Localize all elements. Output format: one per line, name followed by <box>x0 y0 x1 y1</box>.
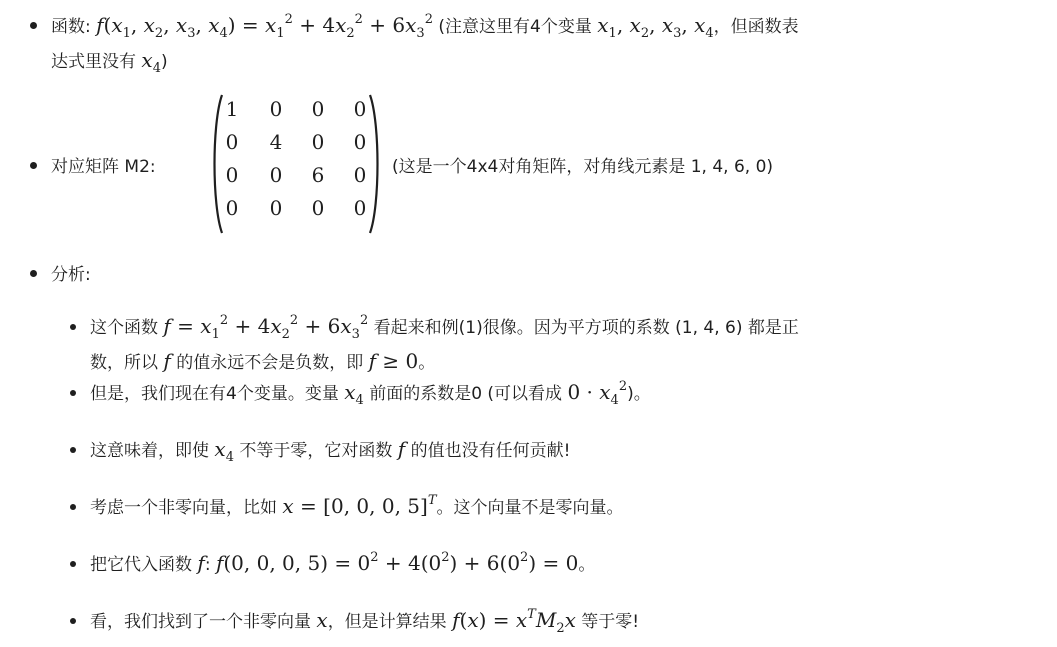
analysis-item-2 <box>90 379 651 408</box>
matrix-cell: 4 <box>269 130 283 154</box>
formula: $x_4$ <box>344 380 364 408</box>
text-span: 。这个向量不是零向量。 <box>436 498 624 518</box>
function-note-open: (注意这里有4个变量 <box>432 17 598 37</box>
sub-bullet-marker <box>70 390 76 396</box>
text-span: : <box>204 555 216 575</box>
matrix-cell: 0 <box>269 163 283 187</box>
function-formula: $f(x_1$, $x_2$, $x_3$, $x_4) = x_1^2 + 4x_2^2 + 6x_3^2$ <box>96 12 433 41</box>
bullet-marker <box>30 22 37 29</box>
matrix-cell: 0 <box>225 130 239 154</box>
function-line-1 <box>51 12 799 41</box>
analysis-item-1-line-1 <box>90 313 799 342</box>
formula: x <box>316 608 328 632</box>
matrix-label: 对应矩阵 M2: <box>51 157 156 177</box>
formula: f(0, 0, 0, $5) = 0^2 + 4(0^2) + 6(0^2) = 0$ <box>215 550 579 575</box>
matrix-cell: 6 <box>311 163 325 187</box>
matrix-cell: 0 <box>353 163 367 187</box>
bullet-marker <box>30 162 37 169</box>
matrix-cell: 0 <box>353 97 367 121</box>
matrix-note: (这是一个4x4对角矩阵，对角线元素是 1, 4, 6, 0) <box>392 157 774 177</box>
text-span: ，但是计算结果 <box>327 612 453 632</box>
matrix-cell: 0 <box>311 130 325 154</box>
matrix-cell: 0 <box>225 163 239 187</box>
sub-bullet-marker <box>70 618 76 624</box>
formula: f <box>163 349 171 373</box>
formula: x = [0, 0, 0, 5]$^T$ <box>282 493 437 518</box>
sub-bullet-marker <box>70 447 76 453</box>
text-span: 不等于零，它对函数 <box>233 441 398 461</box>
matrix-cell: 0 <box>353 196 367 220</box>
analysis-item-5 <box>90 550 595 575</box>
bullet-marker <box>30 270 37 277</box>
function-line2-text: 达式里没有 <box>51 52 142 72</box>
function-note-vars: $x_1$, $x_2$, $x_3$, $x_4$ <box>597 13 714 41</box>
matrix-cell: 0 <box>353 130 367 154</box>
text-span: 等于零! <box>575 612 640 632</box>
sub-bullet-marker <box>70 504 76 510</box>
formula: $0 \cdot x_4^2$ <box>567 379 628 408</box>
function-line-2 <box>51 47 168 76</box>
text-span: 考虑一个非零向量，比如 <box>90 498 283 518</box>
text-span: 前面的系数是0 (可以看成 <box>363 384 568 404</box>
matrix-cell: 0 <box>311 196 325 220</box>
analysis-item-6 <box>90 607 640 636</box>
formula: f <box>197 551 205 575</box>
text-span: 的值也没有任何贡献! <box>405 441 571 461</box>
text-span: 。 <box>418 353 436 373</box>
sub-bullet-marker <box>70 561 76 567</box>
formula: $f(x) = x^TM_2x$ <box>452 607 576 636</box>
analysis-label: 分析: <box>51 265 91 285</box>
matrix-cell: 0 <box>269 196 283 220</box>
analysis-item-1-line-2 <box>90 348 435 373</box>
text-span: 看，我们找到了一个非零向量 <box>90 612 317 632</box>
text-span: 看起来和例(1)很像。因为平方项的系数 (1, 4, 6) 都是正 <box>368 318 799 338</box>
matrix-cell: 1 <box>225 97 239 121</box>
formula: f <box>397 437 406 461</box>
text-span: 把它代入函数 <box>90 555 198 575</box>
text-span: 数，所以 <box>90 353 164 373</box>
function-label: 函数: <box>51 17 97 37</box>
text-span: 这个函数 <box>90 318 164 338</box>
formula: $x_4$ <box>214 437 234 465</box>
formula: f ≥ 0 <box>368 349 419 373</box>
text-span: 。 <box>578 555 596 575</box>
function-line2-close: ) <box>160 52 168 72</box>
function-note-tail: ，但函数表 <box>713 17 799 37</box>
matrix-cell: 0 <box>311 97 325 121</box>
matrix-cell: 0 <box>225 196 239 220</box>
text-span: )。 <box>627 384 651 404</box>
text-span: 的值永远不会是负数，即 <box>170 353 369 373</box>
analysis-item-4 <box>90 493 623 518</box>
sub-bullet-marker <box>70 324 76 330</box>
matrix-m2 <box>210 93 382 235</box>
formula: $f = x_1^2 + 4x_2^2 + 6x_3^2$ <box>163 313 369 342</box>
function-line2-var: $x_4$ <box>141 48 161 76</box>
text-span: 这意味着，即使 <box>90 441 215 461</box>
matrix-cell: 0 <box>269 97 283 121</box>
analysis-item-3 <box>90 436 571 465</box>
text-span: 但是，我们现在有4个变量。变量 <box>90 384 345 404</box>
